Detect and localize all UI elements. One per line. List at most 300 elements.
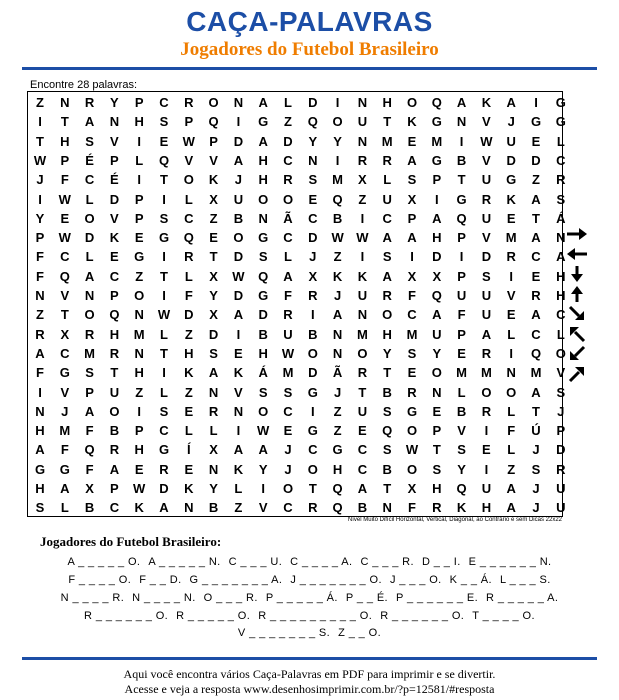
grid-letter: C bbox=[556, 152, 566, 168]
grid-letter: A bbox=[60, 481, 70, 496]
grid-letter: S bbox=[85, 365, 94, 381]
grid-letter: R bbox=[382, 152, 392, 168]
word-hint: D _ _ I. bbox=[421, 556, 461, 568]
grid-letter: X bbox=[60, 326, 70, 342]
grid-letter: L bbox=[507, 442, 516, 458]
grid-letter: A bbox=[432, 307, 442, 323]
grid-letter: W bbox=[257, 423, 270, 439]
grid-letter: J bbox=[532, 500, 540, 516]
grid-letter: O bbox=[208, 95, 219, 110]
grid-letter: X bbox=[432, 268, 442, 284]
grid-letter: J bbox=[36, 172, 44, 188]
arrow-down-right-icon bbox=[565, 305, 589, 323]
grid-letter: J bbox=[234, 172, 242, 188]
grid-letter: R bbox=[481, 403, 492, 419]
grid-letter: Q bbox=[307, 114, 318, 130]
grid-letter: B bbox=[456, 152, 467, 168]
grid-letter: K bbox=[208, 172, 219, 188]
grid-letter: Ã bbox=[332, 365, 343, 381]
grid-letter: Y bbox=[258, 461, 268, 477]
page-subtitle: Jogadores do Futebol Brasileiro bbox=[180, 39, 439, 60]
grid-letter: I bbox=[360, 249, 365, 265]
grid-letter: U bbox=[481, 288, 492, 303]
grid-letter: S bbox=[556, 384, 566, 400]
grid-letter: L bbox=[184, 268, 193, 284]
grid-letter: Q bbox=[456, 481, 467, 496]
grid-letter: H bbox=[134, 114, 144, 130]
grid-letter: U bbox=[432, 326, 442, 342]
grid-letter: Y bbox=[382, 345, 392, 361]
grid-letter: V bbox=[482, 230, 491, 246]
arrow-right-icon bbox=[565, 225, 589, 243]
grid-letter: C bbox=[283, 500, 293, 516]
grid-letter: P bbox=[457, 326, 466, 342]
grid-letter: E bbox=[457, 345, 466, 361]
grid-letter: A bbox=[208, 365, 219, 381]
grid-letter: L bbox=[507, 403, 516, 419]
grid-letter: X bbox=[407, 268, 417, 284]
grid-letter: Ã bbox=[283, 210, 293, 226]
grid-letter: C bbox=[283, 152, 293, 168]
grid-letter: U bbox=[556, 500, 566, 516]
grid-letter: R bbox=[357, 365, 368, 381]
word-hint: R _ _ _ _ _ O. bbox=[176, 610, 251, 622]
word-hint: C _ _ _ U. bbox=[228, 556, 283, 568]
grid-letter: X bbox=[209, 442, 218, 458]
grid-letter: I bbox=[484, 423, 489, 439]
grid-letter: P bbox=[110, 481, 119, 496]
grid-letter: I bbox=[38, 191, 42, 207]
grid-letter: A bbox=[531, 230, 541, 246]
grid-letter: T bbox=[36, 133, 44, 149]
grid-letter: G bbox=[406, 403, 418, 419]
grid-letter: N bbox=[233, 95, 244, 110]
grid-letter: R bbox=[531, 288, 541, 303]
grid-letter: T bbox=[110, 365, 119, 381]
grid-letter: S bbox=[85, 133, 94, 149]
grid-letter: Y bbox=[457, 461, 466, 477]
grid-letter: K bbox=[184, 481, 194, 496]
arrow-up-right-icon bbox=[565, 365, 589, 383]
grid-letter: D bbox=[159, 481, 169, 496]
grid-letter: J bbox=[557, 403, 565, 419]
grid-letter: J bbox=[507, 114, 515, 130]
grid-letter: E bbox=[209, 230, 218, 246]
grid-letter: D bbox=[308, 230, 318, 246]
grid-letter: E bbox=[234, 345, 243, 361]
grid-letter: S bbox=[308, 172, 318, 188]
grid-letter: R bbox=[159, 461, 169, 477]
grid-letter: E bbox=[531, 133, 541, 149]
grid-letter: O bbox=[555, 345, 566, 361]
grid-letter: A bbox=[35, 442, 45, 458]
grid-letter: Q bbox=[158, 152, 170, 168]
grid-letter: J bbox=[284, 461, 292, 477]
grid-letter: J bbox=[532, 442, 540, 458]
grid-letter: U bbox=[456, 288, 467, 303]
grid-letter: O bbox=[506, 384, 517, 400]
grid-letter: J bbox=[532, 481, 540, 496]
grid-letter: U bbox=[283, 326, 293, 342]
grid-letter: Z bbox=[36, 307, 44, 323]
word-hint: R _ _ _ _ _ _ O. bbox=[380, 610, 465, 622]
grid-letter: Q bbox=[332, 481, 343, 496]
word-hint: C _ _ _ _ A. bbox=[290, 556, 353, 568]
grid-letter: V bbox=[60, 384, 70, 400]
grid-letter: A bbox=[233, 307, 244, 323]
grid-letter: T bbox=[60, 114, 69, 130]
grid-letter: Y bbox=[35, 210, 45, 226]
grid-letter: C bbox=[283, 403, 293, 419]
grid-letter: L bbox=[234, 481, 243, 496]
grid-letter: D bbox=[283, 133, 293, 149]
grid-letter: C bbox=[556, 307, 566, 323]
grid-letter: A bbox=[258, 442, 268, 458]
grid-letter: O bbox=[431, 365, 442, 381]
grid-letter: R bbox=[308, 288, 318, 303]
grid-letter: P bbox=[432, 172, 442, 188]
grid-letter: G bbox=[555, 95, 566, 110]
grid-letter: N bbox=[84, 288, 95, 303]
grid-letter: Z bbox=[507, 461, 516, 477]
grid-letter: D bbox=[233, 133, 244, 149]
grid-letter: C bbox=[531, 249, 541, 265]
grid-letter: O bbox=[258, 191, 269, 207]
word-list-row bbox=[0, 627, 619, 639]
grid-letter: A bbox=[382, 268, 392, 284]
grid-letter: J bbox=[61, 403, 69, 419]
word-hint: R _ _ _ _ _ A. bbox=[486, 592, 559, 604]
grid-letter: X bbox=[209, 307, 218, 323]
grid-letter: T bbox=[532, 210, 540, 226]
grid-letter: Á bbox=[556, 210, 566, 226]
grid-letter: V bbox=[457, 423, 466, 439]
grid-letter: X bbox=[209, 268, 218, 284]
word-list-row bbox=[0, 556, 619, 568]
page-title: CAÇA-PALAVRAS bbox=[186, 6, 433, 37]
grid-letter: O bbox=[481, 384, 492, 400]
word-hint: J _ _ _ O. bbox=[389, 574, 442, 586]
grid-letter: H bbox=[432, 481, 442, 496]
grid-letter: U bbox=[357, 403, 368, 419]
grid-letter: E bbox=[482, 442, 491, 458]
grid-letter: F bbox=[85, 423, 94, 439]
grid-letter: D bbox=[481, 249, 492, 265]
grid-letter: A bbox=[506, 481, 516, 496]
grid-letter: H bbox=[258, 345, 268, 361]
grid-letter: P bbox=[184, 114, 194, 130]
word-hint: R _ _ _ _ _ _ _ _ _ O. bbox=[258, 610, 373, 622]
grid-letter: G bbox=[431, 114, 442, 130]
grid-letter: I bbox=[162, 365, 166, 381]
grid-letter: O bbox=[282, 191, 294, 207]
grid-letter: R bbox=[382, 288, 392, 303]
grid-letter: R bbox=[208, 403, 219, 419]
grid-letter: Z bbox=[284, 114, 292, 130]
grid-letter: G bbox=[158, 442, 170, 458]
grid-letter: I bbox=[162, 288, 166, 303]
grid-letter: A bbox=[233, 442, 244, 458]
grid-letter: H bbox=[382, 326, 392, 342]
grid-letter: N bbox=[233, 403, 244, 419]
difficulty-note: Nível Muito Difícil Horizontal, Vertical, Diagonal, ao Contrário e sem Dicas 22x22 bbox=[347, 517, 562, 523]
grid-letter: E bbox=[134, 230, 144, 246]
grid-letter: Z bbox=[333, 403, 342, 419]
grid-letter: É bbox=[85, 152, 94, 168]
grid-letter: T bbox=[209, 249, 218, 265]
grid-letter: M bbox=[282, 365, 294, 381]
grid-letter: W bbox=[331, 230, 344, 246]
grid-letter: O bbox=[183, 172, 194, 188]
grid-letter: I bbox=[137, 172, 141, 188]
grid-letter: P bbox=[556, 423, 566, 439]
grid-letter: F bbox=[60, 172, 69, 188]
grid-letter: P bbox=[85, 384, 94, 400]
grid-letter: G bbox=[158, 230, 170, 246]
grid-letter: I bbox=[434, 191, 439, 207]
grid-letter: R bbox=[556, 461, 566, 477]
grid-letter: Q bbox=[258, 268, 269, 284]
grid-letter: N bbox=[432, 384, 442, 400]
grid-letter: A bbox=[506, 500, 516, 516]
grid-letter: Z bbox=[333, 249, 342, 265]
grid-letter: L bbox=[160, 326, 168, 342]
word-hint: N _ _ _ _ R. bbox=[60, 592, 125, 604]
grid-letter: A bbox=[159, 500, 169, 516]
grid-letter: D bbox=[308, 95, 318, 110]
grid-letter: I bbox=[162, 191, 166, 207]
grid-letter: D bbox=[208, 326, 219, 342]
grid-letter: M bbox=[530, 365, 542, 381]
grid-letter: E bbox=[184, 403, 194, 419]
grid-letter: Z bbox=[184, 384, 193, 400]
grid-letter: E bbox=[184, 461, 194, 477]
grid-letter: D bbox=[184, 307, 194, 323]
grid-letter: X bbox=[407, 191, 417, 207]
header-divider bbox=[22, 67, 597, 70]
word-hint: O _ _ _ R. bbox=[203, 592, 258, 604]
grid-letter: M bbox=[356, 326, 368, 342]
grid-letter: E bbox=[506, 307, 516, 323]
grid-letter: O bbox=[84, 307, 95, 323]
grid-letter: C bbox=[159, 95, 169, 110]
grid-letter: N bbox=[134, 307, 144, 323]
grid-letter: E bbox=[134, 461, 144, 477]
grid-letter: U bbox=[556, 481, 566, 496]
footer-line-2: Acesse e veja a resposta www.desenhosimprimir.com.br/?p=12581/#resposta bbox=[124, 682, 495, 696]
grid-letter: A bbox=[84, 114, 95, 130]
grid-letter: G bbox=[332, 442, 343, 458]
grid-letter: R bbox=[184, 95, 194, 110]
grid-letter: T bbox=[457, 172, 466, 188]
grid-letter: O bbox=[134, 288, 145, 303]
grid-letter: H bbox=[556, 288, 566, 303]
grid-letter: Y bbox=[432, 345, 442, 361]
grid-letter: W bbox=[157, 307, 171, 323]
grid-letter: F bbox=[457, 307, 466, 323]
word-hint: A _ _ _ _ _ O. bbox=[67, 556, 141, 568]
grid-letter: C bbox=[308, 442, 318, 458]
grid-letter: S bbox=[382, 442, 392, 458]
grid-letter: Z bbox=[135, 268, 144, 284]
grid-letter: O bbox=[332, 114, 343, 130]
arrow-down-left-icon bbox=[565, 345, 589, 363]
grid-letter: M bbox=[456, 365, 468, 381]
grid-letter: U bbox=[357, 114, 368, 130]
grid-letter: Y bbox=[333, 133, 342, 149]
grid-letter: M bbox=[505, 230, 517, 246]
grid-letter: D bbox=[531, 152, 541, 168]
grid-letter: L bbox=[135, 152, 144, 168]
grid-letter: U bbox=[481, 307, 492, 323]
grid-letter: Q bbox=[332, 500, 343, 516]
grid-letter: N bbox=[456, 114, 467, 130]
grid-letter: O bbox=[357, 345, 368, 361]
grid-letter: Q bbox=[431, 288, 442, 303]
word-hint: K _ _ Á. bbox=[449, 574, 492, 586]
grid-letter: L bbox=[507, 326, 516, 342]
grid-letter: T bbox=[160, 172, 168, 188]
grid-letter: V bbox=[209, 152, 218, 168]
word-list-row bbox=[0, 592, 619, 604]
grid-letter: K bbox=[109, 230, 120, 246]
grid-letter: V bbox=[556, 365, 566, 381]
grid-letter: Z bbox=[358, 191, 367, 207]
grid-letter: S bbox=[432, 461, 442, 477]
grid-letter: Á bbox=[258, 365, 268, 381]
grid-letter: P bbox=[35, 230, 45, 246]
grid-letter: H bbox=[134, 365, 144, 381]
word-hint: V _ _ _ _ _ _ _ S. bbox=[237, 627, 331, 639]
grid-letter: L bbox=[383, 172, 392, 188]
word-hint: N _ _ _ _ N. bbox=[132, 592, 196, 604]
grid-letter: L bbox=[284, 95, 292, 110]
grid-letter: N bbox=[357, 95, 368, 110]
grid-letter: U bbox=[382, 191, 392, 207]
grid-letter: W bbox=[356, 230, 369, 246]
grid-letter: O bbox=[84, 210, 95, 226]
grid-letter: N bbox=[332, 326, 343, 342]
grid-letter: W bbox=[58, 230, 71, 246]
grid-letter: Z bbox=[333, 423, 342, 439]
grid-letter: I bbox=[310, 403, 315, 419]
grid-letter: I bbox=[484, 461, 489, 477]
grid-letter: L bbox=[60, 500, 69, 516]
grid-letter: X bbox=[358, 172, 367, 188]
grid-letter: B bbox=[382, 384, 392, 400]
grid-letter: K bbox=[332, 268, 343, 284]
grid-letter: H bbox=[332, 461, 343, 477]
grid-letter: K bbox=[456, 500, 467, 516]
grid-letter: L bbox=[160, 384, 168, 400]
grid-letter: N bbox=[382, 500, 392, 516]
grid-letter: B bbox=[332, 210, 343, 226]
grid-letter: Y bbox=[209, 288, 218, 303]
grid-letter: P bbox=[60, 152, 70, 168]
grid-letter: K bbox=[233, 461, 244, 477]
grid-letter: O bbox=[406, 95, 418, 110]
grid-letter: F bbox=[507, 423, 516, 439]
grid-letter: Z bbox=[184, 326, 193, 342]
grid-letter: I bbox=[360, 210, 365, 226]
grid-letter: I bbox=[459, 133, 464, 149]
grid-letter: P bbox=[432, 423, 442, 439]
grid-letter: B bbox=[308, 326, 318, 342]
grid-letter: I bbox=[410, 249, 414, 265]
grid-letter: A bbox=[407, 152, 417, 168]
grid-letter: S bbox=[556, 191, 566, 207]
grid-letter: A bbox=[531, 191, 541, 207]
grid-letter: B bbox=[84, 500, 95, 516]
grid-letter: S bbox=[482, 268, 491, 284]
grid-letter: P bbox=[209, 133, 218, 149]
grid-letter: K bbox=[184, 365, 194, 381]
grid-letter: R bbox=[109, 442, 120, 458]
grid-letter: E bbox=[358, 423, 367, 439]
grid-letter: X bbox=[85, 481, 94, 496]
grid-letter: G bbox=[59, 365, 70, 381]
grid-letter: P bbox=[407, 210, 417, 226]
grid-letter: S bbox=[159, 210, 169, 226]
grid-letter: N bbox=[60, 95, 70, 110]
grid-letter: Z bbox=[234, 500, 243, 516]
grid-letter: K bbox=[506, 191, 516, 207]
grid-letter: F bbox=[85, 461, 94, 477]
grid-letter: G bbox=[456, 191, 467, 207]
grid-letter: E bbox=[60, 210, 70, 226]
grid-letter: N bbox=[184, 500, 194, 516]
grid-letter: O bbox=[307, 345, 318, 361]
grid-letter: A bbox=[432, 210, 442, 226]
grid-letter: I bbox=[335, 95, 340, 110]
grid-letter: A bbox=[382, 230, 392, 246]
grid-letter: Q bbox=[109, 307, 120, 323]
grid-letter: K bbox=[233, 365, 244, 381]
grid-letter: E bbox=[283, 423, 293, 439]
grid-letter: W bbox=[232, 268, 245, 284]
grid-letter: H bbox=[481, 500, 492, 516]
grid-letter: Q bbox=[332, 191, 343, 207]
grid-letter: O bbox=[258, 403, 269, 419]
grid-letter: S bbox=[159, 403, 169, 419]
grid-letter: C bbox=[109, 268, 120, 284]
grid-letter: C bbox=[308, 210, 318, 226]
grid-letter: S bbox=[258, 384, 268, 400]
grid-letter: V bbox=[482, 152, 491, 168]
arrow-up-left-icon bbox=[565, 325, 589, 343]
grid-letter: V bbox=[110, 210, 119, 226]
grid-letter: R bbox=[109, 345, 120, 361]
grid-letter: F bbox=[284, 288, 292, 303]
grid-letter: Q bbox=[183, 230, 194, 246]
grid-letter: R bbox=[506, 249, 516, 265]
grid-letter: N bbox=[258, 210, 268, 226]
word-hint: C _ _ _ R. bbox=[360, 556, 414, 568]
grid-letter: I bbox=[236, 326, 241, 342]
grid-letter: Q bbox=[84, 442, 95, 458]
grid-letter: I bbox=[459, 249, 464, 265]
grid-letter: G bbox=[134, 249, 145, 265]
letter-grid bbox=[27, 91, 566, 517]
grid-letter: É bbox=[110, 172, 119, 188]
grid-letter: I bbox=[509, 345, 513, 361]
word-list-title: Jogadores do Futebol Brasileiro: bbox=[40, 534, 222, 549]
grid-letter: R bbox=[84, 95, 95, 110]
grid-letter: L bbox=[556, 326, 565, 342]
grid-letter: O bbox=[233, 230, 244, 246]
grid-letter: H bbox=[258, 152, 268, 168]
grid-letter: E bbox=[407, 133, 417, 149]
